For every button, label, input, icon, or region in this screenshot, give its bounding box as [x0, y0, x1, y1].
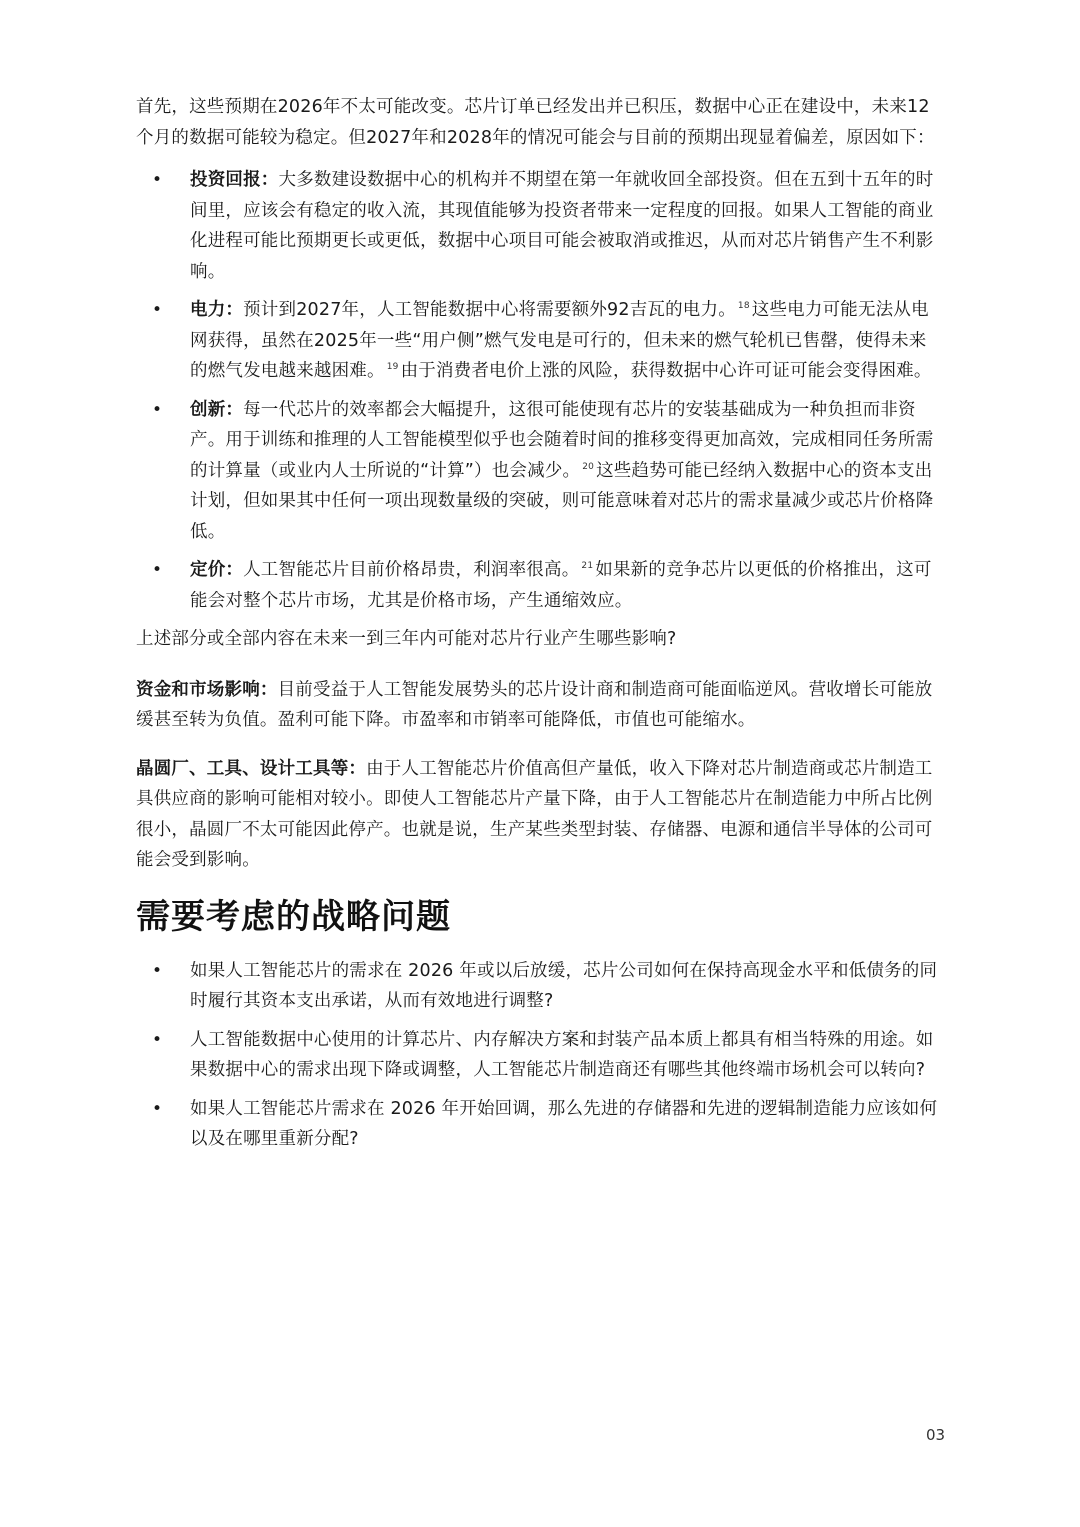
- bullet-dot: •: [152, 560, 163, 580]
- list-item: [136, 1025, 944, 1086]
- bullet-dot: •: [152, 1029, 163, 1050]
- footnote-ref[interactable]: 21: [581, 561, 594, 571]
- bullet-dot: •: [152, 960, 163, 981]
- question-paragraph: 上述部分或全部内容在未来一到三年内可能对芯片行业产生哪些影响?: [136, 629, 677, 649]
- item-label: 定价：: [190, 560, 244, 580]
- item-text: 人工智能芯片目前价格昂贵，利润率很高。: [243, 560, 580, 580]
- list-item: [136, 1094, 944, 1155]
- item-label: 创新：: [190, 399, 244, 420]
- item-text: 这些趋势可能已经纳入数据中心的资本支出计划，但如果其中任何一项出现数量级的突破，则可能意味着对芯片的需求量减少或芯片价格降低。: [190, 460, 934, 542]
- footnote-ref[interactable]: 19: [386, 362, 399, 372]
- item-text: 由于消费者电价上涨的风险，获得数据中心许可证可能会变得困难。: [400, 361, 932, 381]
- page-number: 03: [926, 1426, 946, 1444]
- item-text: 人工智能数据中心使用的计算芯片、内存解决方案和封装产品本质上都具有相当特殊的用途。如果数据中心的需求出现下降或调整，人工智能芯片制造商还有哪些其他终端市场机会可以转向?: [190, 1029, 934, 1080]
- list-item-investment-return: [136, 165, 944, 287]
- item-label: 电力：: [190, 300, 244, 320]
- paragraph-text: 目前受益于人工智能发展势头的芯片设计商和制造商可能面临逆风。营收增长可能放缓甚至转为负值。盈利可能下降。市盈率和市销率可能降低，市值也可能缩水。: [136, 679, 933, 730]
- bullet-dot: •: [152, 300, 163, 320]
- footnote-ref[interactable]: 18: [737, 301, 750, 311]
- strategic-question-list: [136, 956, 944, 1155]
- list-item-innovation: [136, 395, 944, 548]
- document-page: [136, 92, 944, 1163]
- bullet-dot: •: [152, 1098, 163, 1119]
- list-item-pricing: [136, 555, 944, 616]
- risk-factor-list: [136, 165, 944, 616]
- item-text: 每一代芯片的效率都会大幅提升，这很可能使现有芯片的安装基础成为一种负担而非资产。用于训练和推理的人工智能模型似乎也会随着时间的推移变得更加高效，完成相同任务所需的计算量（或业内人士所说的“计算”）也会减少。: [190, 399, 934, 481]
- paragraph-text: 由于人工智能芯片价值高但产量低，收入下降对芯片制造商或芯片制造工具供应商的影响可能相对较小。即使人工智能芯片产量下降，由于人工智能芯片在制造能力中所占比例很小，晶圆厂不太可能因此停产。也就是说，生产某些类型封装、存储器、电源和通信半导体的公司可能会受到影响。: [136, 758, 933, 870]
- capital-market-impact-paragraph: [136, 675, 944, 736]
- paragraph-label: 晶圆厂、工具、设计工具等：: [136, 758, 367, 779]
- item-text: 预计到2027年，人工智能数据中心将需要额外92吉瓦的电力。: [243, 300, 736, 320]
- item-text: 如果人工智能芯片需求在 2026 年开始回调，那么先进的存储器和先进的逻辑制造能力应该如何以及在哪里重新分配?: [190, 1098, 938, 1149]
- item-text: 这些电力可能无法从电网获得，虽然在2025年一些“用户侧”燃气发电是可行的，但未来的燃气轮机已售罄，使得未来的燃气发电越来越困难。: [190, 300, 929, 381]
- bullet-dot: •: [152, 170, 163, 190]
- item-label: 投资回报：: [190, 170, 279, 190]
- item-text: 大多数建设数据中心的机构并不期望在第一年就收回全部投资。但在五到十五年的时间里，应该会有稳定的收入流，其现值能够为投资者带来一定程度的回报。如果人工智能的商业化进程可能比预期更长或更低，数据中心项目可能会被取消或推迟，从而对芯片销售产生不利影响。: [190, 170, 934, 282]
- list-item: [136, 956, 944, 1017]
- section-heading: 需要考虑的战略问题: [136, 896, 451, 937]
- item-text: 如果新的竞争芯片以更低的价格推出，这可能会对整个芯片市场，尤其是价格市场，产生通缩效应。: [190, 560, 932, 611]
- fab-tools-impact-paragraph: [136, 754, 944, 876]
- item-text: 如果人工智能芯片的需求在 2026 年或以后放缓，芯片公司如何在保持高现金水平和低债务的同时履行其资本支出承诺，从而有效地进行调整?: [190, 960, 938, 1011]
- list-item-power: [136, 295, 944, 387]
- paragraph-label: 资金和市场影响：: [136, 679, 278, 700]
- intro-paragraph: 首先，这些预期在2026年不太可能改变。芯片订单已经发出并已积压，数据中心正在建设中，未来12个月的数据可能较为稳定。但2027年和2028年的情况可能会与目前的预期出现显着偏差，原因如下：: [136, 97, 935, 148]
- footnote-ref[interactable]: 20: [582, 461, 595, 472]
- bullet-dot: •: [152, 399, 163, 420]
